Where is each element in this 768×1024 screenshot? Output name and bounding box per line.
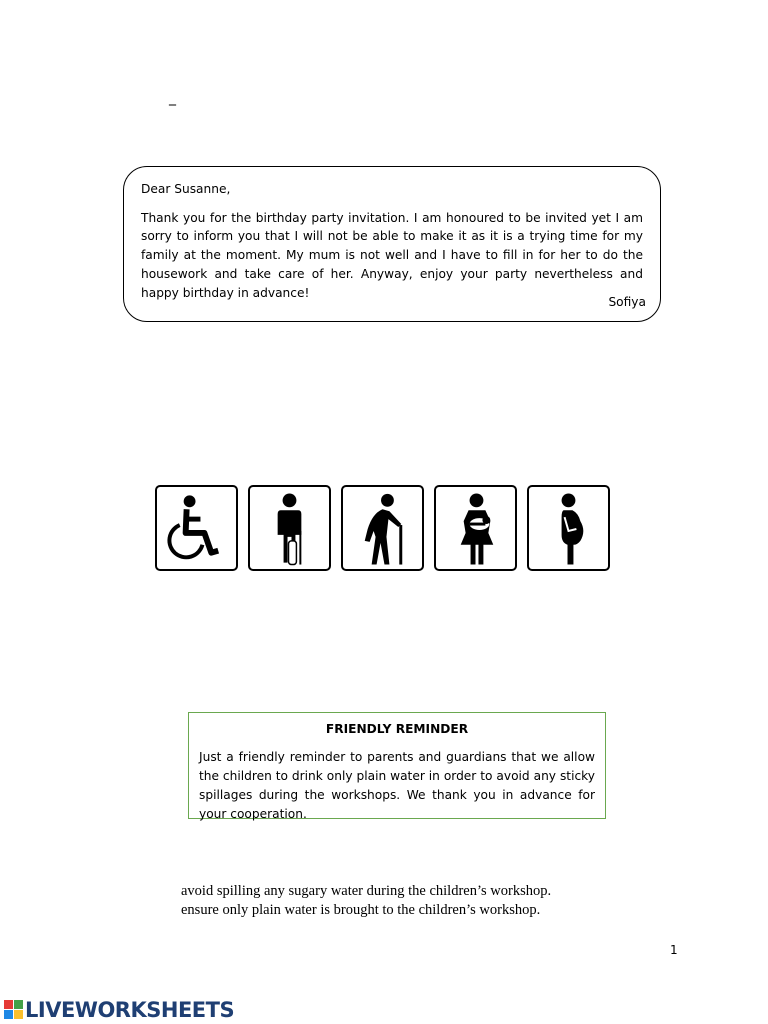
option-b: ensure only plain water is brought to the children’s workshop. bbox=[181, 902, 541, 918]
pregnant-woman-icon bbox=[527, 485, 610, 571]
person-with-baby-icon bbox=[434, 485, 517, 571]
answer-options bbox=[181, 882, 551, 920]
injured-person-icon bbox=[248, 485, 331, 571]
logo-mark-icon bbox=[4, 1000, 24, 1020]
page-number: 1 bbox=[670, 943, 678, 957]
letter-signature: Sofiya bbox=[608, 295, 646, 309]
elderly-person-icon bbox=[341, 485, 424, 571]
friendly-reminder-box bbox=[188, 712, 606, 819]
letter-greeting: Dear Susanne, bbox=[141, 182, 231, 196]
wheelchair-icon bbox=[155, 485, 238, 571]
reminder-text: Just a friendly reminder to parents and guardians that we allow the children to drink only plain water in order to avoid any sticky spillages during the workshops. We thank you in advance for your cooperation. bbox=[199, 750, 595, 821]
letter-body: Thank you for the birthday party invitation. I am honoured to be invited yet I am sorry to inform you that I will not be able to make it as it is a trying time for my family at the moment. My mum is not well and I have to fill in for her to do the housework and take care of her. Anyway, enjoy your party nevertheless and happy birthday in advance! bbox=[141, 210, 643, 300]
letter-box bbox=[123, 166, 661, 322]
option-a: avoid spilling any sugary water during the children’s workshop. bbox=[181, 883, 552, 899]
reminder-title: FRIENDLY REMINDER bbox=[325, 722, 469, 736]
logo-text: LIVEWORKSHEETS bbox=[25, 998, 235, 1022]
page-dash: _ bbox=[169, 90, 176, 106]
